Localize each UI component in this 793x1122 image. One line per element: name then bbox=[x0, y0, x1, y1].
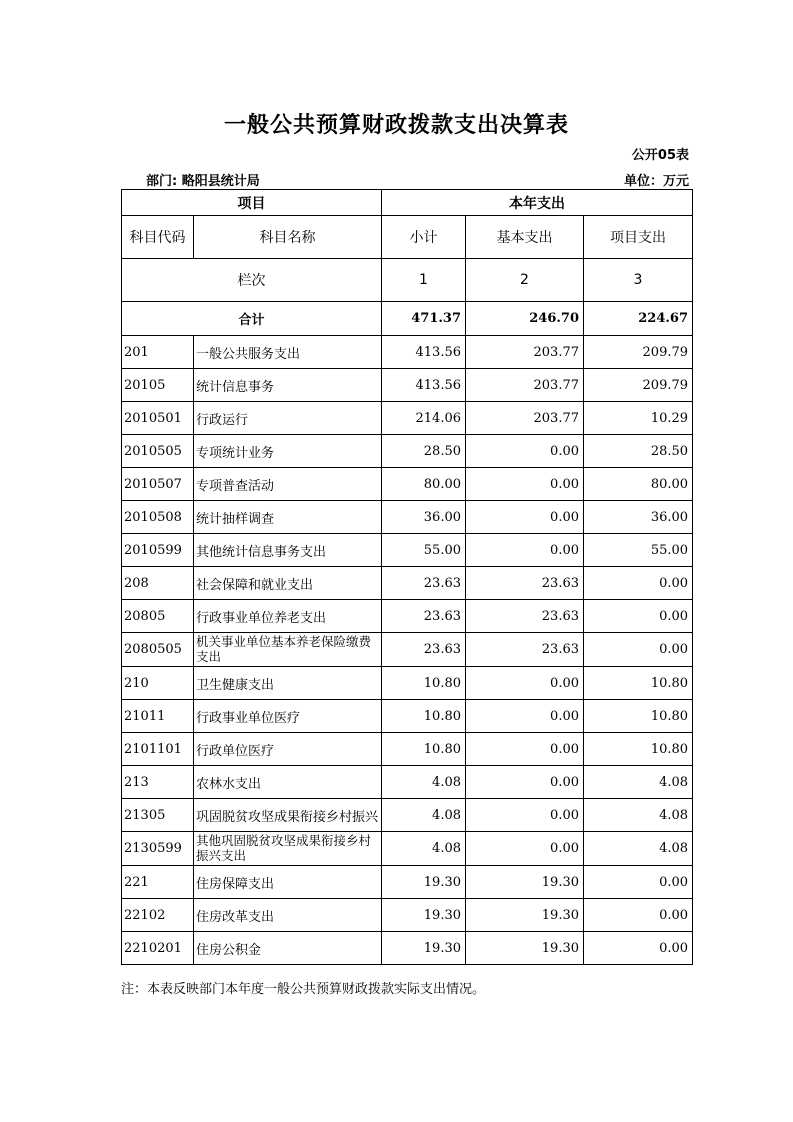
table-row bbox=[122, 667, 693, 700]
row-project: 4.08 bbox=[584, 832, 693, 866]
row-code: 21011 bbox=[122, 700, 194, 733]
row-code: 20105 bbox=[122, 369, 194, 402]
row-basic: 0.00 bbox=[466, 766, 584, 799]
row-name: 农林水支出 bbox=[194, 766, 382, 799]
row-code: 20805 bbox=[122, 600, 194, 633]
row-basic: 19.30 bbox=[466, 899, 584, 932]
row-code: 2210201 bbox=[122, 932, 194, 965]
table-row bbox=[122, 733, 693, 766]
row-project: 36.00 bbox=[584, 501, 693, 534]
row-code: 201 bbox=[122, 336, 194, 369]
row-name: 社会保障和就业支出 bbox=[194, 567, 382, 600]
row-subtotal: 23.63 bbox=[382, 633, 466, 667]
table-row bbox=[122, 534, 693, 567]
row-basic: 0.00 bbox=[466, 700, 584, 733]
row-basic: 0.00 bbox=[466, 799, 584, 832]
row-basic: 0.00 bbox=[466, 534, 584, 567]
unit-label: 单位：万元 bbox=[623, 174, 689, 189]
page-title: 一般公共预算财政拨款支出决算表 bbox=[223, 113, 569, 138]
table-row bbox=[122, 799, 693, 832]
row-code: 2010507 bbox=[122, 468, 194, 501]
row-code: 2130599 bbox=[122, 832, 194, 866]
row-subtotal: 413.56 bbox=[382, 369, 466, 402]
table-row bbox=[122, 700, 693, 733]
header-col-2: 2 bbox=[466, 259, 584, 302]
row-project: 0.00 bbox=[584, 932, 693, 965]
row-name: 住房公积金 bbox=[194, 932, 382, 965]
row-basic: 23.63 bbox=[466, 633, 584, 667]
row-subtotal: 19.30 bbox=[382, 899, 466, 932]
table-row bbox=[122, 766, 693, 799]
row-code: 221 bbox=[122, 866, 194, 899]
row-name: 行政事业单位养老支出 bbox=[194, 600, 382, 633]
row-project: 4.08 bbox=[584, 799, 693, 832]
row-basic: 0.00 bbox=[466, 733, 584, 766]
row-subtotal: 80.00 bbox=[382, 468, 466, 501]
total-row bbox=[122, 302, 693, 336]
table-note: 注：本表反映部门本年度一般公共预算财政拨款实际支出情况。 bbox=[121, 982, 486, 997]
row-subtotal: 413.56 bbox=[382, 336, 466, 369]
row-basic: 0.00 bbox=[466, 468, 584, 501]
row-subtotal: 4.08 bbox=[382, 766, 466, 799]
row-basic: 0.00 bbox=[466, 832, 584, 866]
row-name: 其他巩固脱贫攻坚成果衔接乡村振兴支出 bbox=[194, 832, 382, 866]
row-project: 0.00 bbox=[584, 899, 693, 932]
row-project: 10.29 bbox=[584, 402, 693, 435]
row-name: 住房保障支出 bbox=[194, 866, 382, 899]
table-row bbox=[122, 402, 693, 435]
row-subtotal: 19.30 bbox=[382, 866, 466, 899]
header-col-3: 3 bbox=[584, 259, 693, 302]
row-basic: 23.63 bbox=[466, 567, 584, 600]
row-project: 0.00 bbox=[584, 600, 693, 633]
total-project: 224.67 bbox=[584, 302, 693, 336]
table-row bbox=[122, 899, 693, 932]
row-project: 4.08 bbox=[584, 766, 693, 799]
form-number: 公开05表 bbox=[631, 148, 689, 163]
row-subtotal: 55.00 bbox=[382, 534, 466, 567]
row-code: 2010599 bbox=[122, 534, 194, 567]
row-code: 210 bbox=[122, 667, 194, 700]
row-code: 2010501 bbox=[122, 402, 194, 435]
row-basic: 203.77 bbox=[466, 336, 584, 369]
row-code: 21305 bbox=[122, 799, 194, 832]
row-name: 一般公共服务支出 bbox=[194, 336, 382, 369]
row-basic: 23.63 bbox=[466, 600, 584, 633]
row-code: 22102 bbox=[122, 899, 194, 932]
row-name: 行政事业单位医疗 bbox=[194, 700, 382, 733]
table-row bbox=[122, 832, 693, 866]
row-subtotal: 10.80 bbox=[382, 733, 466, 766]
table-row bbox=[122, 336, 693, 369]
row-subtotal: 214.06 bbox=[382, 402, 466, 435]
header-current-year: 本年支出 bbox=[382, 190, 693, 216]
row-project: 10.80 bbox=[584, 700, 693, 733]
row-project: 0.00 bbox=[584, 567, 693, 600]
row-project: 209.79 bbox=[584, 336, 693, 369]
header-project: 项目 bbox=[122, 190, 382, 216]
table-row bbox=[122, 567, 693, 600]
header-basic: 基本支出 bbox=[466, 216, 584, 259]
row-subtotal: 36.00 bbox=[382, 501, 466, 534]
row-name: 统计抽样调查 bbox=[194, 501, 382, 534]
table-row bbox=[122, 468, 693, 501]
row-name: 专项统计业务 bbox=[194, 435, 382, 468]
row-subtotal: 23.63 bbox=[382, 600, 466, 633]
row-code: 213 bbox=[122, 766, 194, 799]
row-name: 巩固脱贫攻坚成果衔接乡村振兴 bbox=[194, 799, 382, 832]
row-subtotal: 4.08 bbox=[382, 799, 466, 832]
row-project: 55.00 bbox=[584, 534, 693, 567]
row-basic: 19.30 bbox=[466, 866, 584, 899]
row-project: 0.00 bbox=[584, 866, 693, 899]
table-row bbox=[122, 600, 693, 633]
row-subtotal: 23.63 bbox=[382, 567, 466, 600]
table-row bbox=[122, 369, 693, 402]
row-code: 2080505 bbox=[122, 633, 194, 667]
total-subtotal: 471.37 bbox=[382, 302, 466, 336]
row-basic: 203.77 bbox=[466, 369, 584, 402]
header-col-1: 1 bbox=[382, 259, 466, 302]
table-row bbox=[122, 866, 693, 899]
header-subtotal: 小计 bbox=[382, 216, 466, 259]
row-name: 其他统计信息事务支出 bbox=[194, 534, 382, 567]
header-name: 科目名称 bbox=[194, 216, 382, 259]
row-project: 209.79 bbox=[584, 369, 693, 402]
row-project: 80.00 bbox=[584, 468, 693, 501]
table-row bbox=[122, 501, 693, 534]
row-subtotal: 4.08 bbox=[382, 832, 466, 866]
row-name: 卫生健康支出 bbox=[194, 667, 382, 700]
row-subtotal: 19.30 bbox=[382, 932, 466, 965]
row-basic: 0.00 bbox=[466, 667, 584, 700]
row-code: 2010508 bbox=[122, 501, 194, 534]
total-label: 合计 bbox=[122, 302, 382, 336]
row-name: 行政单位医疗 bbox=[194, 733, 382, 766]
row-project: 28.50 bbox=[584, 435, 693, 468]
table-row bbox=[122, 932, 693, 965]
row-name: 行政运行 bbox=[194, 402, 382, 435]
table-row bbox=[122, 435, 693, 468]
total-basic: 246.70 bbox=[466, 302, 584, 336]
header-project-expense: 项目支出 bbox=[584, 216, 693, 259]
row-name: 机关事业单位基本养老保险缴费支出 bbox=[194, 633, 382, 667]
row-basic: 19.30 bbox=[466, 932, 584, 965]
row-basic: 203.77 bbox=[466, 402, 584, 435]
table-row bbox=[122, 633, 693, 667]
department-label: 部门: 略阳县统计局 bbox=[146, 174, 260, 189]
row-subtotal: 10.80 bbox=[382, 667, 466, 700]
row-name: 住房改革支出 bbox=[194, 899, 382, 932]
row-project: 10.80 bbox=[584, 667, 693, 700]
row-name: 专项普查活动 bbox=[194, 468, 382, 501]
row-basic: 0.00 bbox=[466, 435, 584, 468]
row-subtotal: 28.50 bbox=[382, 435, 466, 468]
row-project: 10.80 bbox=[584, 733, 693, 766]
row-project: 0.00 bbox=[584, 633, 693, 667]
row-code: 208 bbox=[122, 567, 194, 600]
row-name: 统计信息事务 bbox=[194, 369, 382, 402]
row-code: 2010505 bbox=[122, 435, 194, 468]
expenditure-table bbox=[121, 189, 693, 965]
header-column-order: 栏次 bbox=[122, 259, 382, 302]
row-basic: 0.00 bbox=[466, 501, 584, 534]
row-subtotal: 10.80 bbox=[382, 700, 466, 733]
row-code: 2101101 bbox=[122, 733, 194, 766]
header-code: 科目代码 bbox=[122, 216, 194, 259]
